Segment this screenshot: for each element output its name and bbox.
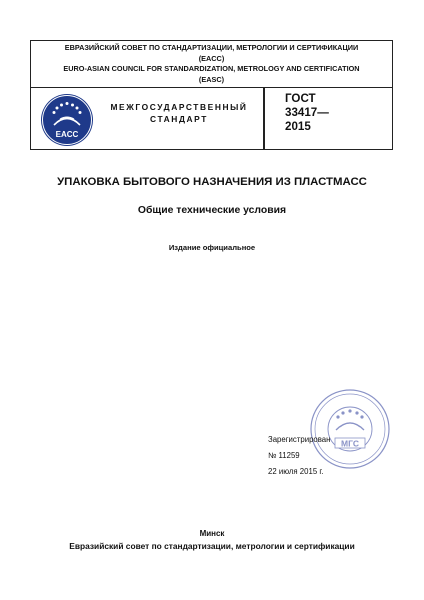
standard-type — [109, 101, 249, 125]
registration-date: 22 июля 2015 г. — [268, 467, 324, 476]
gost-code: 33417— — [285, 106, 329, 119]
footer-city: Минск — [199, 529, 225, 538]
council-abbr-en: (EASC) — [198, 74, 225, 84]
standard-type-line1: МЕЖГОСУДАРСТВЕННЫЙ — [110, 102, 248, 112]
eacc-logo-label: EACC — [55, 130, 79, 139]
edition-note: Издание официальное — [168, 243, 256, 252]
seal-label: МГС — [341, 438, 359, 449]
registration-status: Зарегистрирован — [268, 435, 331, 444]
eacc-logo-icon — [38, 92, 96, 148]
council-name-en: EURO-ASIAN COUNCIL FOR STANDARDIZATION, METROLOGY AND CERTIFICATION — [63, 64, 360, 73]
standard-band — [30, 88, 393, 150]
band-divider — [263, 88, 265, 149]
council-abbr-ru: (EACC) — [198, 53, 225, 63]
council-header — [30, 40, 393, 88]
council-name-ru: ЕВРАЗИЙСКИЙ СОВЕТ ПО СТАНДАРТИЗАЦИИ, МЕТРОЛОГИИ И СЕРТИФИКАЦИИ — [64, 43, 359, 52]
footer-organization: Евразийский совет по стандартизации, метрологии и сертификации — [69, 541, 355, 551]
registration-block — [268, 432, 330, 480]
document-title: УПАКОВКА БЫТОВОГО НАЗНАЧЕНИЯ ИЗ ПЛАСТМАСС — [57, 176, 367, 188]
gost-year: 2015 — [285, 120, 311, 133]
standard-type-line2: СТАНДАРТ — [150, 114, 208, 124]
gost-label: ГОСТ — [285, 92, 316, 105]
document-subtitle: Общие технические условия — [137, 205, 287, 216]
registration-number: № 11259 — [268, 451, 300, 460]
gost-number — [285, 92, 329, 134]
